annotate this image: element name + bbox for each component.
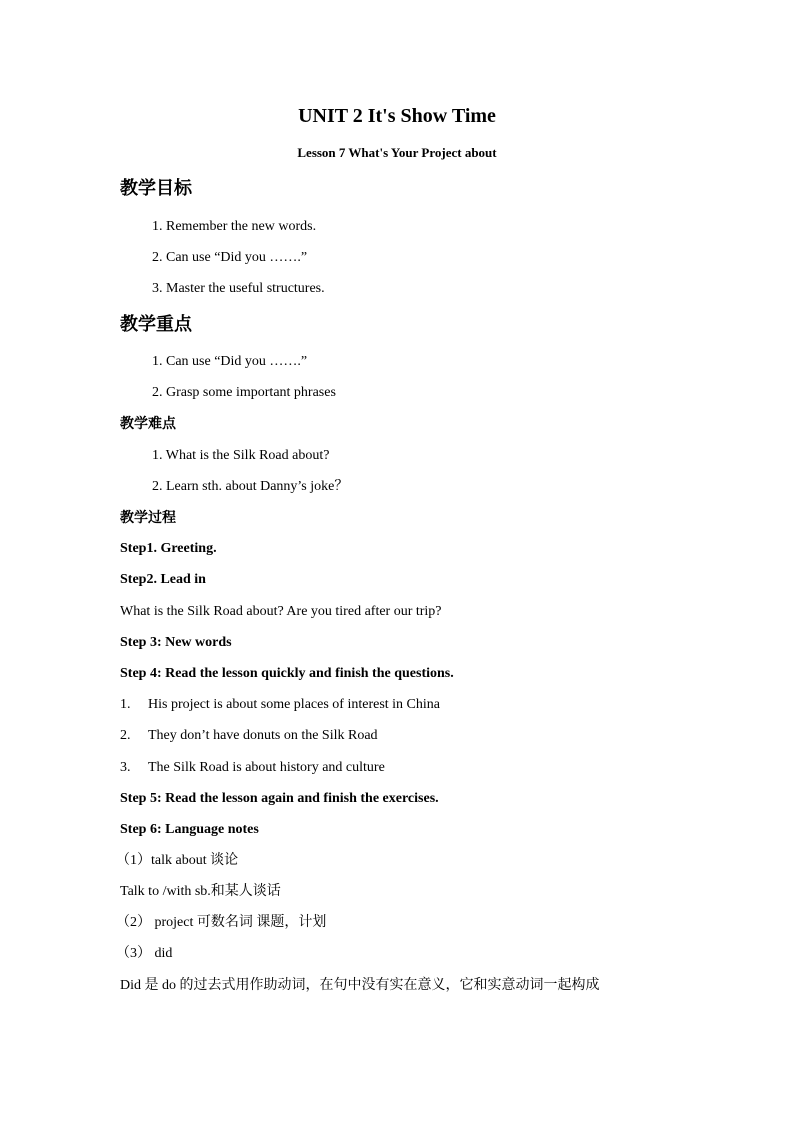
question-item	[120, 727, 378, 745]
language-note: （3） did	[116, 946, 173, 961]
document-title: UNIT 2 It's Show Time	[298, 105, 496, 127]
step5-heading: Step 5: Read the lesson again and finish the exercises.	[120, 791, 439, 806]
question-text: They don’t have donuts on the Silk Road	[148, 728, 378, 743]
question-item	[120, 759, 385, 777]
step6-heading: Step 6: Language notes	[120, 822, 259, 837]
step4-heading: Step 4: Read the lesson quickly and finish the questions.	[120, 666, 454, 681]
question-text: The Silk Road is about history and culture	[148, 760, 385, 775]
difficulty-item: 2. Learn sth. about Danny’s joke？	[152, 479, 349, 494]
difficulties-heading: 教学难点	[120, 416, 176, 432]
key-point-item: 1. Can use “Did you …….”	[152, 354, 308, 369]
key-points-heading: 教学重点	[120, 314, 192, 335]
language-note: Did 是 do 的过去式用作助动词，在句中没有实在意义，它和实意动词一起构成	[120, 978, 600, 993]
language-note: （2） project 可数名词 课题，计划	[116, 915, 327, 930]
difficulty-item: 1. What is the Silk Road about?	[152, 448, 330, 463]
step1-heading: Step1. Greeting.	[120, 541, 217, 556]
language-note: （1）talk about 谈论	[116, 853, 239, 868]
key-point-item: 2. Grasp some important phrases	[152, 385, 336, 400]
step2-heading: Step2. Lead in	[120, 572, 206, 587]
goal-item: 2. Can use “Did you …….”	[152, 250, 308, 265]
goal-item: 3. Master the useful structures.	[152, 281, 325, 296]
question-text: His project is about some places of interest in China	[148, 697, 440, 712]
goals-heading: 教学目标	[120, 178, 192, 199]
question-number: 2.	[120, 728, 131, 743]
step3-heading: Step 3: New words	[120, 635, 232, 650]
question-number: 1.	[120, 697, 131, 712]
process-heading: 教学过程	[120, 510, 176, 526]
language-note: Talk to /with sb.和某人谈话	[120, 884, 281, 899]
goal-item: 1. Remember the new words.	[152, 219, 317, 234]
question-number: 3.	[120, 760, 131, 775]
step2-text: What is the Silk Road about? Are you tired after our trip?	[120, 604, 442, 619]
lesson-subtitle: Lesson 7 What's Your Project about	[297, 145, 497, 160]
question-item	[120, 696, 440, 714]
